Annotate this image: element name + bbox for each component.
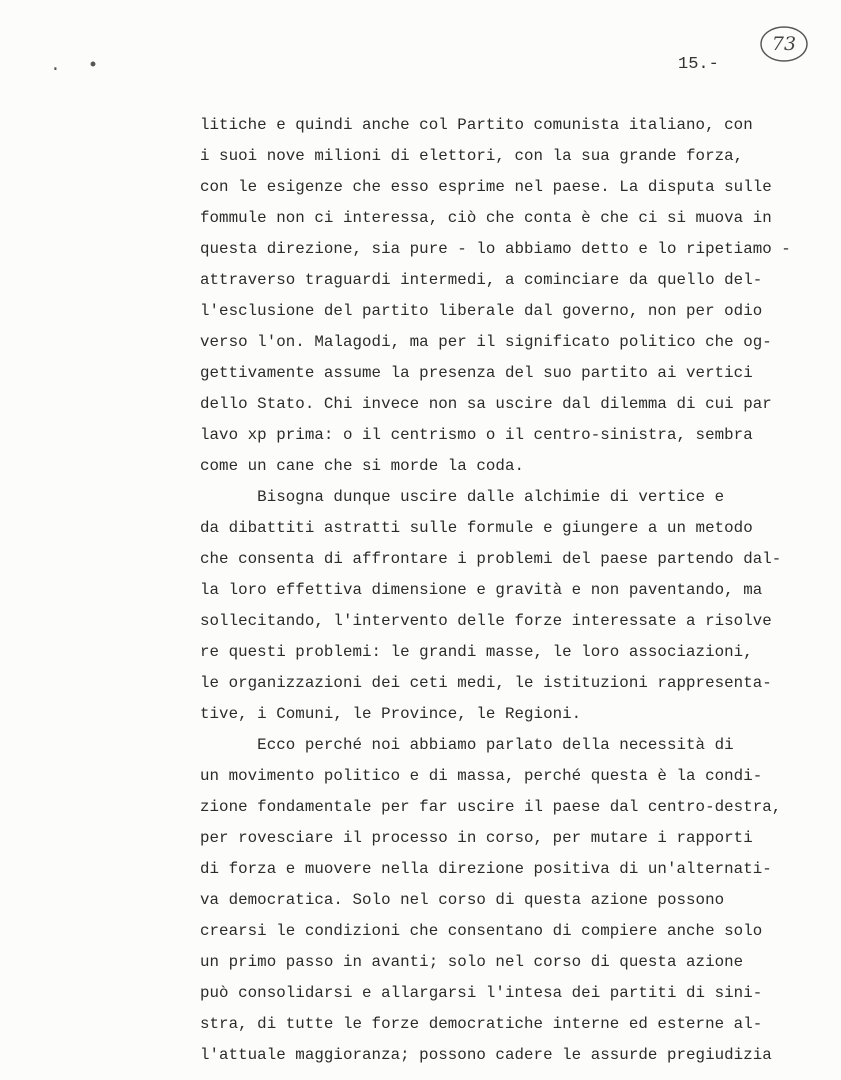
text-line: un primo passo in avanti; solo nel corso di questa azione: [200, 953, 744, 971]
text-line: un movimento politico e di massa, perché questa è la condi-: [200, 767, 763, 785]
text-line: che consenta di affrontare i problemi del paese partendo dal-: [200, 550, 782, 568]
text-line: verso l'on. Malagodi, ma per il significato politico che og-: [200, 333, 772, 351]
text-line: le organizzazioni dei ceti medi, le istituzioni rappresenta-: [200, 674, 772, 692]
text-line: sollecitando, l'intervento delle forze interessate a risolve: [200, 612, 772, 630]
text-line: da dibattiti astratti sulle formule e giungere a un metodo: [200, 519, 753, 537]
text-line: Bisogna dunque uscire dalle alchimie di vertice e: [200, 488, 725, 506]
handwritten-folio-number: [758, 24, 810, 64]
text-line: tive, i Comuni, le Province, le Regioni.: [200, 705, 582, 723]
text-line: la loro effettiva dimensione e gravità e non paventando, ma: [200, 581, 763, 599]
text-line: l'attuale maggioranza; possono cadere le assurde pregiudizia: [200, 1046, 772, 1064]
text-line: attraverso traguardi intermedi, a cominciare da quello del-: [200, 271, 763, 289]
folio-text: 73: [771, 33, 797, 55]
text-line: va democratica. Solo nel corso di questa azione possono: [200, 891, 725, 909]
text-line: l'esclusione del partito liberale dal governo, non per odio: [200, 302, 763, 320]
text-line: zione fondamentale per far uscire il paese dal centro-destra,: [200, 798, 782, 816]
margin-dots: . •: [50, 56, 107, 76]
text-line: Ecco perché noi abbiamo parlato della necessità di: [200, 736, 734, 754]
text-line: dello Stato. Chi invece non sa uscire dal dilemma di cui par: [200, 395, 772, 413]
text-line: crearsi le condizioni che consentano di compiere anche solo: [200, 922, 763, 940]
text-line: per rovesciare il processo in corso, per mutare i rapporti: [200, 829, 753, 847]
text-line: i suoi nove milioni di elettori, con la sua grande forza,: [200, 147, 744, 165]
text-line: lavo xp prima: o il centrismo o il centro-sinistra, sembra: [200, 426, 753, 444]
text-line: fommule non ci interessa, ciò che conta è che ci si muova in: [200, 209, 772, 227]
text-line: re questi problemi: le grandi masse, le loro associazioni,: [200, 643, 753, 661]
text-line: di forza e muovere nella direzione positiva di un'alternati-: [200, 860, 772, 878]
text-line: con le esigenze che esso esprime nel paese. La disputa sulle: [200, 178, 772, 196]
text-line: litiche e quindi anche col Partito comunista italiano, con: [200, 116, 753, 134]
text-line: può consolidarsi e allargarsi l'intesa dei partiti di sini-: [200, 984, 763, 1002]
typewritten-body: [200, 110, 830, 1071]
text-line: questa direzione, sia pure - lo abbiamo detto e lo ripetiamo -: [200, 240, 791, 258]
page-number: 15.-: [678, 55, 719, 74]
text-line: stra, di tutte le forze democratiche interne ed esterne al-: [200, 1015, 763, 1033]
text-line: gettivamente assume la presenza del suo partito ai vertici: [200, 364, 753, 382]
text-line: come un cane che si morde la coda.: [200, 457, 525, 475]
